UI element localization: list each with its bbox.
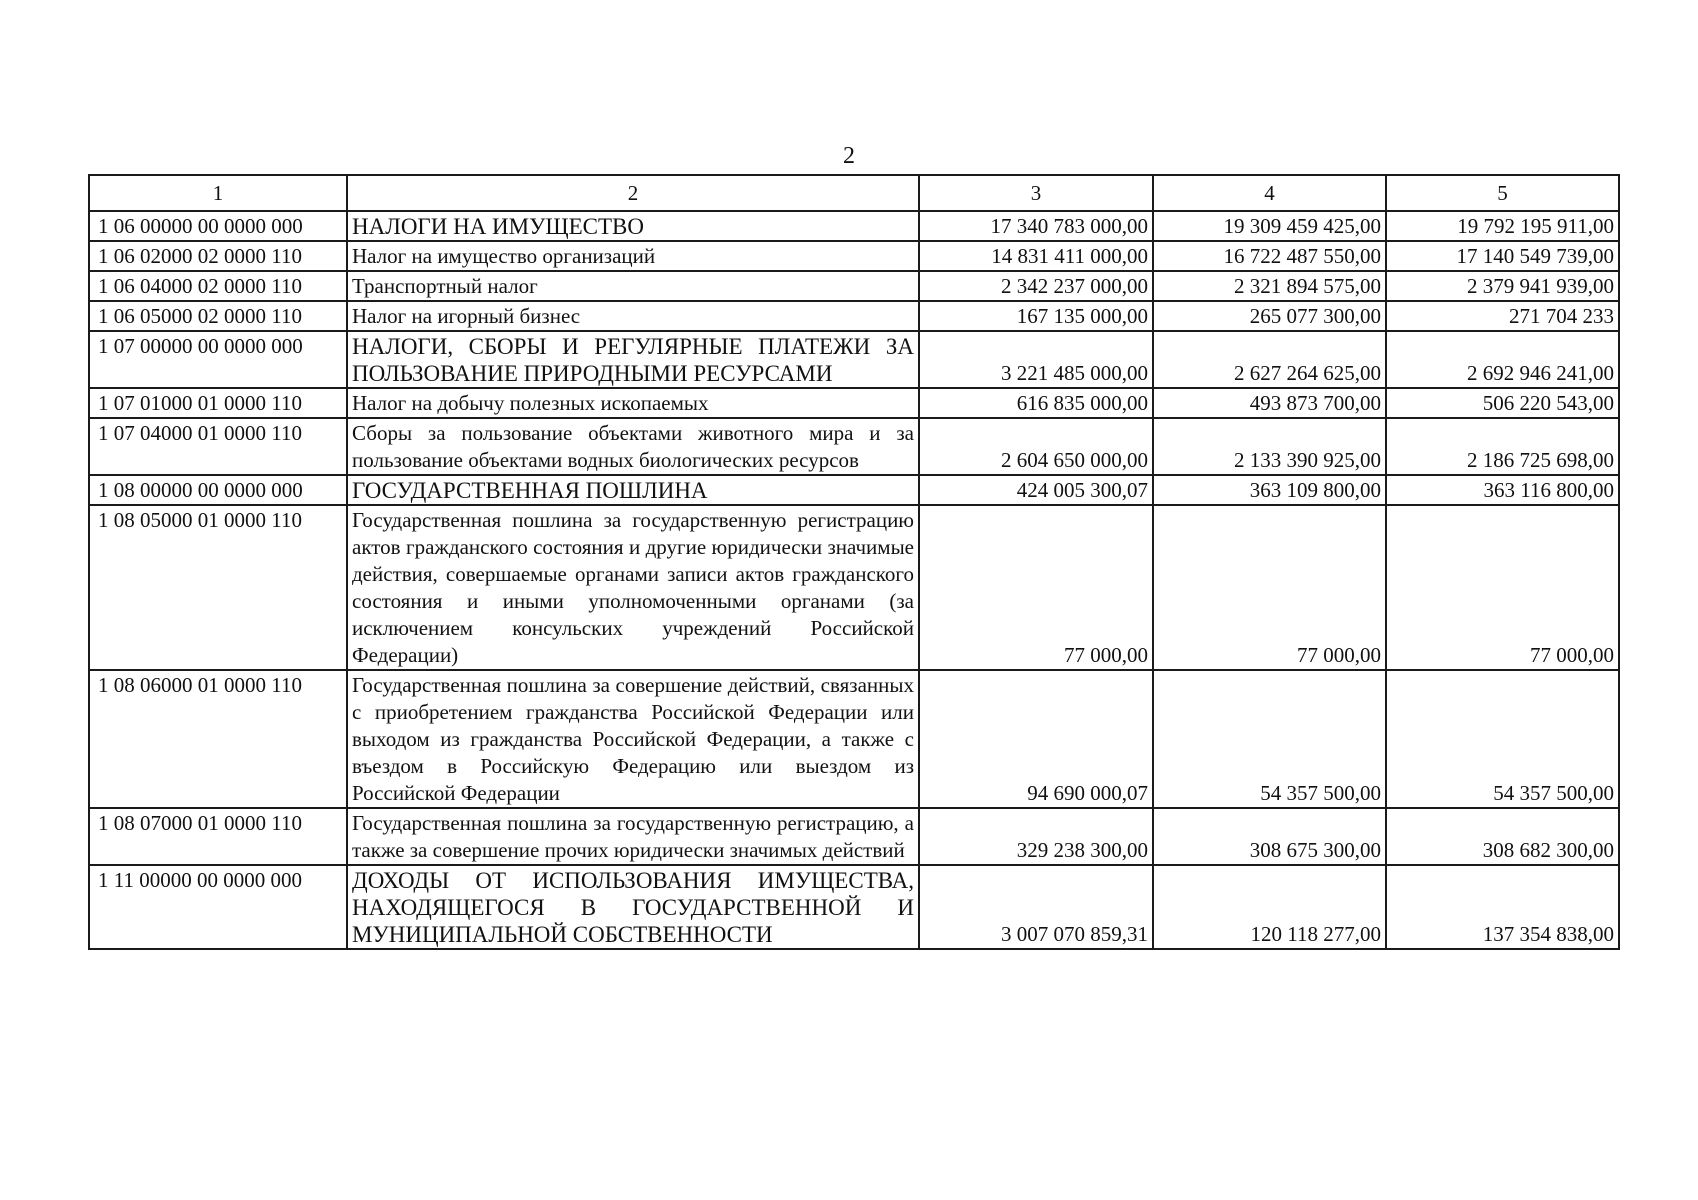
amount-col4-cell: 265 077 300,00 [1153,301,1386,331]
amount-col4-cell: 308 675 300,00 [1153,808,1386,865]
budget-code-cell: 1 06 04000 02 0000 110 [89,271,347,301]
budget-code-cell: 1 11 00000 00 0000 000 [89,865,347,949]
column-header-4: 4 [1153,175,1386,211]
table-row [89,670,1619,808]
column-header-3: 3 [919,175,1153,211]
budget-revenue-table [88,174,1620,950]
revenue-name-cell: Сборы за пользование объектами животного мира и за пользование объектами водных биологических ресурсов [347,418,919,475]
table-row [89,505,1619,670]
amount-col5-cell: 308 682 300,00 [1386,808,1619,865]
budget-code-cell: 1 07 01000 01 0000 110 [89,388,347,418]
column-header-5: 5 [1386,175,1619,211]
amount-col3-cell: 3 007 070 859,31 [919,865,1153,949]
amount-col4-cell: 54 357 500,00 [1153,670,1386,808]
table-row [89,418,1619,475]
table-row [89,388,1619,418]
amount-col4-cell: 77 000,00 [1153,505,1386,670]
revenue-name-cell: Транспортный налог [347,271,919,301]
budget-code-cell: 1 07 04000 01 0000 110 [89,418,347,475]
table-row [89,271,1619,301]
budget-code-cell: 1 06 02000 02 0000 110 [89,241,347,271]
amount-col5-cell: 17 140 549 739,00 [1386,241,1619,271]
table-row [89,865,1619,949]
amount-col4-cell: 2 627 264 625,00 [1153,331,1386,388]
revenue-name-cell: Налог на игорный бизнес [347,301,919,331]
amount-col4-cell: 493 873 700,00 [1153,388,1386,418]
budget-code-cell: 1 08 06000 01 0000 110 [89,670,347,808]
revenue-name-cell: Налог на добычу полезных ископаемых [347,388,919,418]
amount-col3-cell: 329 238 300,00 [919,808,1153,865]
revenue-name-cell: ДОХОДЫ ОТ ИСПОЛЬЗОВАНИЯ ИМУЩЕСТВА, НАХОДЯЩЕГОСЯ В ГОСУДАРСТВЕННОЙ И МУНИЦИПАЛЬНОЙ СОБСТВЕННОСТИ [347,865,919,949]
table-row [89,211,1619,241]
table-header-row [89,175,1619,211]
amount-col3-cell: 14 831 411 000,00 [919,241,1153,271]
amount-col4-cell: 363 109 800,00 [1153,475,1386,505]
revenue-name-cell: Налог на имущество организаций [347,241,919,271]
amount-col5-cell: 2 692 946 241,00 [1386,331,1619,388]
amount-col3-cell: 17 340 783 000,00 [919,211,1153,241]
column-header-code: 1 [89,175,347,211]
budget-code-cell: 1 07 00000 00 0000 000 [89,331,347,388]
amount-col3-cell: 167 135 000,00 [919,301,1153,331]
amount-col4-cell: 16 722 487 550,00 [1153,241,1386,271]
table-row [89,241,1619,271]
revenue-name-cell: НАЛОГИ, СБОРЫ И РЕГУЛЯРНЫЕ ПЛАТЕЖИ ЗА ПОЛЬЗОВАНИЕ ПРИРОДНЫМИ РЕСУРСАМИ [347,331,919,388]
page-number: 2 [843,143,855,169]
budget-code-cell: 1 08 05000 01 0000 110 [89,505,347,670]
column-header-name: 2 [347,175,919,211]
amount-col5-cell: 77 000,00 [1386,505,1619,670]
revenue-name-cell: Государственная пошлина за государственную регистрацию, а также за совершение прочих юридически значимых действий [347,808,919,865]
table-row [89,331,1619,388]
amount-col4-cell: 2 133 390 925,00 [1153,418,1386,475]
amount-col4-cell: 19 309 459 425,00 [1153,211,1386,241]
amount-col5-cell: 54 357 500,00 [1386,670,1619,808]
amount-col5-cell: 363 116 800,00 [1386,475,1619,505]
amount-col4-cell: 120 118 277,00 [1153,865,1386,949]
amount-col3-cell: 424 005 300,07 [919,475,1153,505]
amount-col3-cell: 2 342 237 000,00 [919,271,1153,301]
amount-col5-cell: 506 220 543,00 [1386,388,1619,418]
revenue-name-cell: Государственная пошлина за государственную регистрацию актов гражданского состояния и другие юридически значимые действия, совершаемые органами записи актов гражданского состояния и иными уполномоченными органами (за исключением консульских учреждений Российской Федерации) [347,505,919,670]
budget-code-cell: 1 06 00000 00 0000 000 [89,211,347,241]
amount-col3-cell: 77 000,00 [919,505,1153,670]
amount-col3-cell: 2 604 650 000,00 [919,418,1153,475]
budget-code-cell: 1 06 05000 02 0000 110 [89,301,347,331]
table-row [89,301,1619,331]
amount-col5-cell: 2 186 725 698,00 [1386,418,1619,475]
amount-col5-cell: 137 354 838,00 [1386,865,1619,949]
revenue-name-cell: ГОСУДАРСТВЕННАЯ ПОШЛИНА [347,475,919,505]
budget-code-cell: 1 08 00000 00 0000 000 [89,475,347,505]
budget-code-cell: 1 08 07000 01 0000 110 [89,808,347,865]
revenue-name-cell: Государственная пошлина за совершение действий, связанных с приобретением гражданства Российской Федерации или выходом из гражданства Российской Федерации, а также с въездом в Российскую Федерацию или выездом из Российской Федерации [347,670,919,808]
amount-col4-cell: 2 321 894 575,00 [1153,271,1386,301]
amount-col5-cell: 19 792 195 911,00 [1386,211,1619,241]
amount-col5-cell: 2 379 941 939,00 [1386,271,1619,301]
amount-col3-cell: 616 835 000,00 [919,388,1153,418]
table-row [89,808,1619,865]
revenue-name-cell: НАЛОГИ НА ИМУЩЕСТВО [347,211,919,241]
amount-col5-cell: 271 704 233 [1386,301,1619,331]
amount-col3-cell: 3 221 485 000,00 [919,331,1153,388]
amount-col3-cell: 94 690 000,07 [919,670,1153,808]
table-row [89,475,1619,505]
